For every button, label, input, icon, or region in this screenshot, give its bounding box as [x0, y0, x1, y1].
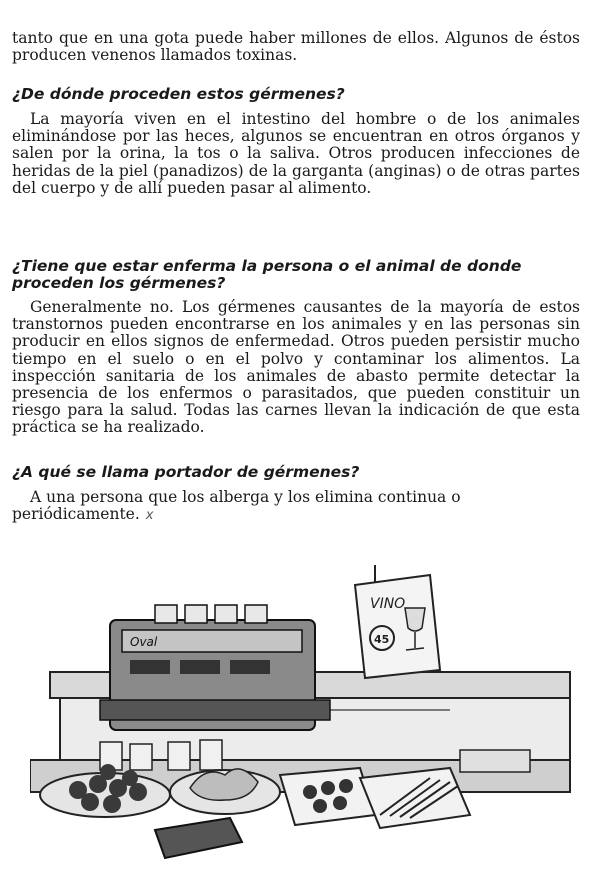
drawer — [460, 750, 530, 772]
heading-carrier: ¿A qué se llama portador de gérmenes? — [12, 463, 360, 481]
espresso-machine — [100, 605, 330, 730]
wine-sign-text: VINO — [370, 596, 406, 612]
box-front — [155, 818, 242, 858]
wine-sign — [355, 565, 440, 678]
section-origin — [12, 86, 580, 197]
paragraph-carrier-text: A una persona que los alberga y los elimina continua o periódicamente. — [12, 488, 461, 524]
tray-snacks — [280, 768, 375, 825]
heading-origin: ¿De dónde proceden estos gérmenes? — [12, 85, 345, 103]
paragraph-sick: Generalmente no. Los gérmenes causantes de la mayoría de estos transtornos pueden encontrarse en los animales y en las personas sin producir en ellos signos de enfermedad. Otros pueden persistir mucho tiempo en el suelo o en el polvo y contaminar los alimentos. La inspección sanitaria de los animales de abasto permite detectar la presencia de los enfermos o parasitados, que pueden constituir un riesgo para la salud. Todas las carnes llevan la indicación de que esta práctica se ha realizado. — [12, 298, 580, 437]
heading-sick: ¿Tiene que estar enferma la persona o el animal de donde proceden los gérmenes? — [12, 257, 522, 292]
handwritten-mark: x — [145, 508, 154, 524]
wine-glass-icon — [405, 608, 425, 631]
paragraph-carrier — [12, 489, 580, 524]
section-carrier — [12, 464, 580, 524]
intro-paragraph: tanto que en una gota puede haber millones de ellos. Algunos de éstos producen venenos llamados toxinas. — [12, 29, 580, 65]
machine-label: Oval — [130, 635, 158, 649]
wine-sign-price: 45 — [374, 633, 390, 646]
paragraph-origin: La mayoría viven en el intestino del hombre o de los animales eliminándose por las heces, algunos se encuentran en otros órganos y salen por la orina, la tos o la saliva. Otros producen infecciones de heridas de la piel (panadizos) de la garganta (anginas) o de otras partes del cuerpo y de allí pueden pasar al alimento. — [12, 110, 580, 197]
section-sick — [12, 258, 580, 437]
bar-counter-illustration — [30, 560, 580, 865]
intro-block — [12, 30, 580, 64]
